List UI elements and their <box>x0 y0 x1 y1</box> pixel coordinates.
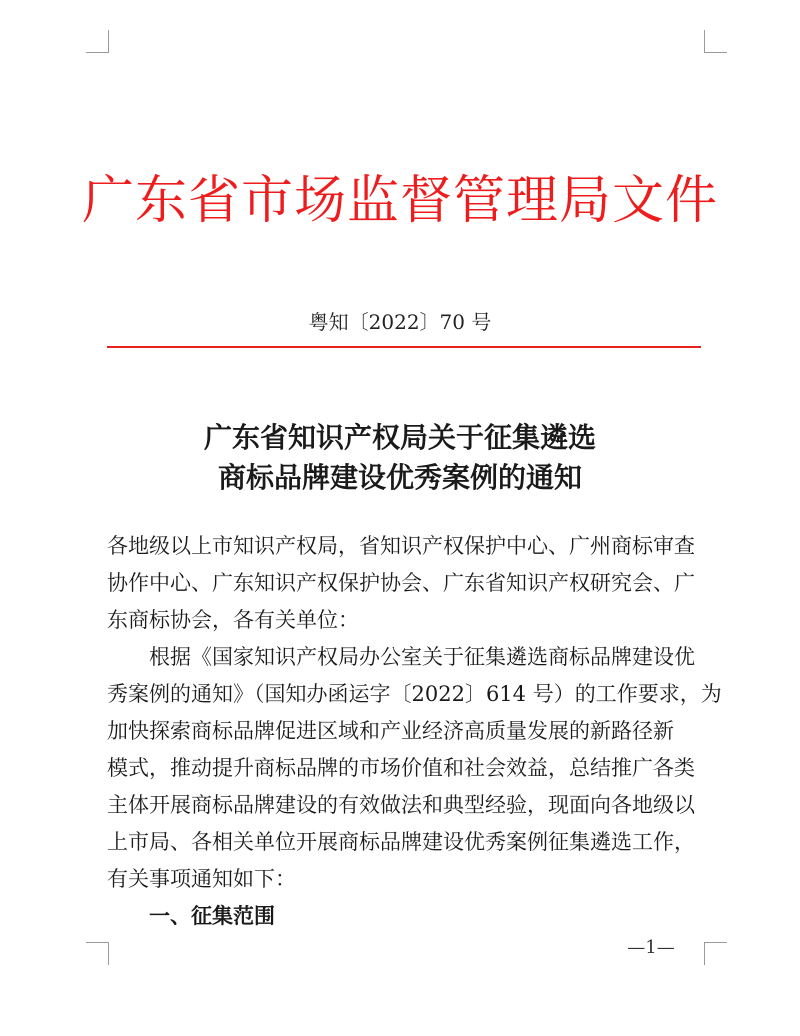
section-heading-1: 一、征集范围 <box>149 904 275 928</box>
crop-mark-top-left <box>86 30 109 53</box>
paragraph-line: 根据《国家知识产权局办公室关于征集遴选商标品牌建设优 <box>149 645 695 669</box>
paragraph-line: 秀案例的通知》（国知办函运字〔2022〕614 号）的工作要求，为 <box>107 682 722 706</box>
paragraph-line: 加快探索商标品牌促进区域和产业经济高质量发展的新路径新 <box>107 719 674 743</box>
agency-title: 广东省市场监督管理局文件 <box>81 171 718 231</box>
page-number: —1— <box>627 937 675 958</box>
addressee-line: 各地级以上市知识产权局，省知识产权保护中心、广州商标审查 <box>107 534 695 558</box>
notice-title-line-2: 商标品牌建设优秀案例的通知 <box>217 461 582 494</box>
document-number: 粤知〔2022〕70 号 <box>308 310 492 334</box>
notice-title <box>0 418 800 498</box>
notice-title-line-1: 广东省知识产权局关于征集遴选 <box>203 421 596 454</box>
crop-mark-top-right <box>704 30 727 53</box>
paragraph-1 <box>107 639 722 898</box>
paragraph-line: 模式，推动提升商标品牌的市场价值和社会效益，总结推广各类 <box>107 756 695 780</box>
addressee-paragraph <box>107 528 701 639</box>
addressee-line: 协作中心、广东知识产权保护协会、广东省知识产权研究会、广 <box>107 571 695 595</box>
body-text <box>107 528 722 935</box>
red-divider <box>107 346 701 348</box>
addressee-line: 东商标协会，各有关单位： <box>107 608 359 632</box>
paragraph-line: 主体开展商标品牌建设的有效做法和典型经验，现面向各地级以 <box>107 793 695 817</box>
paragraph-line: 上市局、各相关单位开展商标品牌建设优秀案例征集遴选工作， <box>107 830 695 854</box>
crop-mark-bottom-right <box>704 942 727 965</box>
paragraph-line: 有关事项通知如下： <box>107 867 296 891</box>
crop-mark-bottom-left <box>86 942 109 965</box>
